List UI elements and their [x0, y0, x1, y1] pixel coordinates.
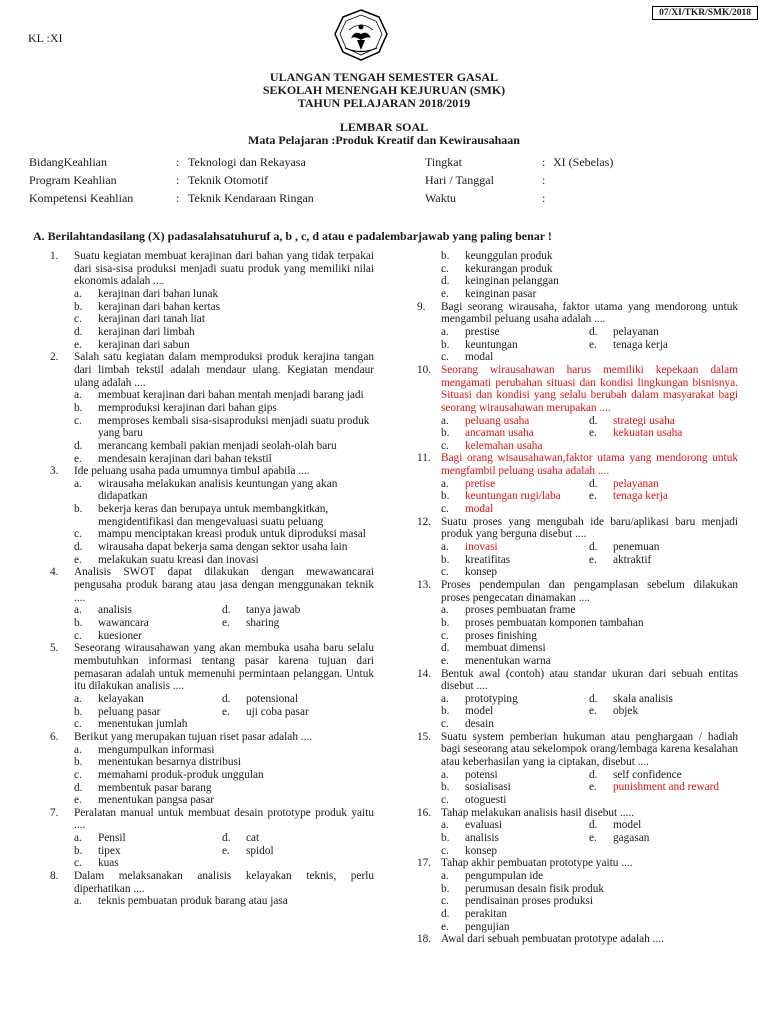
option-d: d. keinginan pelanggan	[441, 275, 559, 288]
option-a: a. pengumpulan ide	[441, 869, 544, 882]
option-b: b. sosialisasi	[441, 781, 511, 794]
question-text: Seorang wirausahawan harus memiliki kepekaan dalam mengamati perubahan situasi dan kondisi lingkungan bisnisnya. Situasi dan kondisi yang selalu berubah dalam masyarakat bagi seorang wirausahawan merupakan ....	[441, 363, 738, 414]
option-b: b. proses pembuatan komponen tambahan	[441, 616, 644, 629]
option-c: c. kelemahan usaha	[441, 439, 543, 452]
question-text: Analisis SWOT dapat dilakukan dengan mewawancarai pengusaha produk barang atau jasa dengan menggunakan teknik ....	[74, 566, 374, 604]
option-c: c. kerajinan dari tanah liat	[74, 313, 205, 326]
info-value: Teknik Kendaraan Ringan	[188, 191, 314, 205]
option-c: c. kuesioner	[74, 629, 142, 642]
option-e: e. tenaga kerja	[589, 490, 668, 503]
option-c: c. memahami produk-produk unggulan	[74, 768, 264, 781]
option-c: c. memproses kembali sisa-sisaproduksi menjadi suatu produk yang baru	[74, 414, 370, 440]
question-15: 15. Suatu system pemberian hukuman atau penghargaan / hadiah bagi seseorang atau sekelompok orang/lembaga karena kesalahan atau keberhasilan yang ia ciptakan, disebut .... a. potensi d. self confidence b. sosialisasi e. punishment and reward c. otoguesti	[417, 731, 738, 807]
option-a: a. kelayakan	[74, 692, 144, 705]
info-label: Program Keahlian	[29, 173, 117, 187]
option-e: e. kekuatan usaha	[589, 427, 683, 440]
question-18: 18. Awal dari sebuah pembuatan prototype adalah ....	[417, 933, 738, 946]
option-b: b. menentukan besarnya distribusi	[74, 756, 242, 769]
question-text: Salah satu kegiatan dalam memproduksi produk kerajina tangan dari limbah tekstil adalah mendaur ulang. Kegiatan mendaur ulang adalah ....	[74, 351, 374, 389]
option-b: b. keuntungan rugi/laba	[441, 490, 561, 503]
info-value: Teknologi dan Rekayasa	[188, 155, 306, 169]
option-b: b. ancaman usaha	[441, 427, 534, 440]
option-b: b. perumusan desain fisik produk	[441, 882, 604, 895]
info-right-colons: : : :	[542, 155, 546, 205]
option-e: e. tenaga kerja	[589, 338, 668, 351]
question-4: 4. Analisis SWOT dapat dilakukan dengan mewawancarai pengusaha produk barang atau jasa dengan menggunakan teknik .... a. analisis d. tanya jawab b. wawancara e. sharing c. kuesioner	[50, 566, 374, 642]
option-a: a. proses pembuatan frame	[441, 604, 576, 617]
info-right-values	[553, 153, 613, 171]
info-label: BidangKeahlian	[29, 155, 107, 169]
option-d: d. tanya jawab	[222, 604, 301, 617]
question-text: Awal dari sebuah pembuatan prototype adalah ....	[441, 933, 664, 946]
question-5: 5. Seseorang wirausahawan yang akan membuka usaha baru selalu membutuhkan informasi tentang pasar karena tujuan dari pemasaran adalah untuk memenuhi permintaan pelanggan. Untuk itu dilakukan analisis .... a. kelayakan d. potensional b. peluang pasar e. uji coba pasar c. menentukan jumlah	[50, 642, 374, 731]
option-a: a. peluang usaha	[441, 414, 530, 427]
tut-wuri-handayani-logo	[331, 8, 391, 62]
info-right-labels	[425, 153, 494, 207]
option-b: b. kreatifitas	[441, 553, 511, 566]
question-9: 9. Bagi seorang wirausaha, faktor utama yang mendorong untuk mengambil peluang usaha adalah .... a. prestise d. pelayanan b. keuntungan e. tenaga kerja c. modal	[417, 301, 738, 364]
option-d: d. strategi usaha	[589, 414, 675, 427]
option-b: b. analisis	[441, 831, 499, 844]
option-a: a. potensi	[441, 768, 498, 781]
question-text: Bentuk awal (contoh) atau standar ukuran dari sebuah entitas disebut ....	[441, 667, 738, 693]
question-8: 8. Dalam melaksanakan analisis kelayakan teknis, perlu diperhatikan .... a. teknis pembuatan produk barang atau jasa	[50, 870, 374, 908]
question-text: Bagi seorang wirausaha, faktor utama yang mendorong untuk mengambil peluang usaha adalah ....	[441, 300, 738, 326]
option-e: e. objek	[589, 705, 639, 718]
option-a: a. membuat kerajinan dari bahan mentah menjadi barang jadi	[74, 389, 364, 402]
question-text: Ide peluang usaha pada umumnya timbul apabila ....	[74, 465, 310, 478]
option-c: c. pendisainan proses produksi	[441, 895, 594, 908]
option-b: b. memproduksi kerajinan dari bahan gips	[74, 401, 277, 414]
option-a: a. teknis pembuatan produk barang atau jasa	[74, 895, 288, 908]
sheet-title: LEMBAR SOAL	[339, 120, 429, 134]
question-text: Proses pendempulan dan pengamplasan sebelum dilakukan proses pengecatan dinamakan ....	[441, 578, 738, 604]
option-a: a. analisis	[74, 604, 132, 617]
option-c: c. kuas	[74, 857, 119, 870]
subject-title: Mata Pelajaran :Produk Kreatif dan Kewirausahaan	[248, 133, 520, 147]
option-a: a. inovasi	[441, 541, 498, 553]
question-text: Dalam melaksanakan analisis kelayakan teknis, perlu diperhatikan ....	[74, 870, 374, 895]
option-e: e. sharing	[222, 617, 280, 630]
info-left-labels	[29, 153, 133, 207]
info-label: Hari / Tanggal	[425, 173, 494, 187]
option-b: b. wawancara	[74, 617, 149, 630]
option-e: e. kerajinan dari sabun	[74, 338, 190, 351]
question-text: Berikut yang merupakan tujuan riset pasar adalah ....	[74, 730, 313, 743]
questions-left-column	[50, 250, 374, 908]
option-e: e. punishment and reward	[589, 781, 720, 794]
option-a: a. kerajinan dari bahan lunak	[74, 287, 219, 300]
question-text: Bagi orang wisausahawan,faktor utama yang mendorong untuk mengfambil peluang usaha adalah ....	[441, 452, 738, 478]
option-d: d. skala analisis	[589, 692, 673, 705]
option-d: d. self confidence	[589, 768, 682, 781]
option-b: b. bekerja keras dan berupaya untuk membangkitkan, mengidentifikasi dan mengevaluasi suatu peluang	[74, 503, 329, 528]
question-text: Suatu proses yang mengubah ide baru/aplikasi baru menjadi produk yang berguna disebut ....	[441, 515, 738, 541]
option-e: e. menentukan warna	[441, 654, 551, 667]
option-a: a. mengumpulkan informasi	[74, 743, 215, 756]
info-left-colons: : : :	[176, 155, 180, 205]
option-b: b. peluang pasar	[74, 705, 161, 718]
exam-title: ULANGAN TENGAH SEMESTER GASAL	[269, 70, 499, 84]
option-c: c. menentukan jumlah	[74, 718, 188, 731]
option-b: b. keunggulan produk	[441, 250, 553, 262]
option-e: e. mendesain kerajinan dari bahan tekstil	[74, 452, 272, 465]
option-b: b. tipex	[74, 844, 121, 857]
option-e: e. gagasan	[589, 831, 650, 844]
option-b: b. keuntungan	[441, 338, 518, 351]
option-e: e. melakukan suatu kreasi dan inovasi	[74, 553, 259, 566]
option-d: d. wirausaha dapat bekerja sama dengan sektor usaha lain	[74, 541, 348, 554]
option-a: a. wirausaha melakukan analisis keuntungan yang akan didapatkan	[74, 477, 338, 503]
question-text: Suatu kegiatan membuat kerajinan dari bahan yang tidak terpakai dari sisa-sisa produksi menjadi suatu produk yang memiliki nilai ekonomis adalah ....	[74, 250, 374, 288]
info-left-values	[188, 153, 314, 207]
option-c: c. modal	[441, 503, 494, 516]
academic-year: TAHUN PELAJARAN 2018/2019	[297, 96, 471, 110]
option-c: c. mampu menciptakan kreasi produk untuk diproduksi masal	[74, 528, 366, 541]
question-1: 1. Suatu kegiatan membuat kerajinan dari bahan yang tidak terpakai dari sisa-sisa produksi menjadi suatu produk yang memiliki nilai ekonomis adalah .... a. kerajinan dari bahan lunak b. kerajinan dari bahan kertas c. kerajinan dari tanah liat d. kerajinan dari limbah e. kerajinan dari sabun	[50, 250, 374, 351]
option-c: c. otoguesti	[441, 794, 507, 807]
questions-right-column	[417, 250, 738, 946]
section-a-instruction: A. Berilahtandasilang (X) padasalahsatuhuruf a, b , c, d atau e padalembarjawab yang paling benar !	[33, 229, 552, 243]
option-e: e. keinginan pasar	[441, 287, 537, 300]
option-a: a. prestise	[441, 325, 500, 338]
info-label: Kompetensi Keahlian	[29, 191, 134, 205]
info-label: Tingkat	[425, 155, 462, 169]
option-b: b. model	[441, 705, 494, 718]
option-c: c. kekurangan produk	[441, 262, 553, 275]
option-e: e. uji coba pasar	[222, 705, 309, 718]
option-b: b. kerajinan dari bahan kertas	[74, 300, 221, 313]
question-6: 6. Berikut yang merupakan tujuan riset pasar adalah .... a. mengumpulkan informasi b. menentukan besarnya distribusi c. memahami produk-produk unggulan d. membentuk pasar barang e. menentukan pangsa pasar	[50, 731, 374, 807]
option-c: c. desain	[441, 718, 494, 731]
option-d: d. pelayanan	[589, 325, 659, 338]
option-a: a. prototyping	[441, 692, 518, 705]
question-12: 12. Suatu proses yang mengubah ide baru/aplikasi baru menjadi produk yang berguna disebut .... a. inovasi d. penemuan b. kreatifitas e. aktraktif c. konsep	[417, 516, 738, 579]
question-14: 14. Bentuk awal (contoh) atau standar ukuran dari sebuah entitas disebut .... a. prototyping d. skala analisis b. model e. objek c. desain	[417, 668, 738, 731]
option-d: d. perakitan	[441, 907, 508, 920]
option-e: e. spidol	[222, 844, 274, 857]
option-d: d. cat	[222, 832, 260, 845]
info-value: XI (Sebelas)	[553, 155, 614, 169]
question-3: 3. Ide peluang usaha pada umumnya timbul apabila .... a. wirausaha melakukan analisis keuntungan yang akan didapatkan b. bekerja keras dan berupaya untuk membangkitkan, mengidentifikasi dan mengevaluasi suatu peluang c. mampu menciptakan kreasi produk untuk diproduksi masal d. wirausaha dapat bekerja sama dengan sektor usaha lain e. melakukan suatu kreasi dan inovasi	[50, 465, 374, 566]
question-17: 17. Tahap akhir pembuatan prototype yaitu .... a. pengumpulan ide b. perumusan desain fisik produk c. pendisainan proses produksi d. perakitan e. pengujian	[417, 857, 738, 933]
question-text: Tahap akhir pembuatan prototype yaitu ....	[441, 857, 633, 870]
school-title: SEKOLAH MENENGAH KEJURUAN (SMK)	[262, 83, 506, 97]
option-e: e. menentukan pangsa pasar	[74, 794, 215, 807]
option-e: e. aktraktif	[589, 553, 652, 566]
question-11: 11. Bagi orang wisausahawan,faktor utama yang mendorong untuk mengfambil peluang usaha adalah .... a. pretise d. pelayanan b. keuntungan rugi/laba e. tenaga kerja c. modal	[417, 452, 738, 515]
question-text: Peralatan manual untuk membuat desain prototype produk yaitu ....	[74, 806, 374, 832]
question-2: 2. Salah satu kegiatan dalam memproduksi produk kerajina tangan dari limbah tekstil adalah mendaur ulang. Kegiatan mendaur ulang adalah .... a. membuat kerajinan dari bahan mentah menjadi barang jadi b. memproduksi kerajinan dari bahan gips c. memproses kembali sisa-sisaproduksi menjadi suatu produk yang baru d. merancang kembali pakian menjadi seolah-olah baru e. mendesain kerajinan dari bahan tekstil	[50, 351, 374, 465]
option-d: d. merancang kembali pakian menjadi seolah-olah baru	[74, 439, 337, 452]
question-13: 13. Proses pendempulan dan pengamplasan sebelum dilakukan proses pengecatan dinamakan .... a. proses pembuatan frame b. proses pembuatan komponen tambahan c. proses finishing d. membuat dimensi e. menentukan warna	[417, 578, 738, 667]
option-a: a. Pensil	[74, 832, 126, 845]
option-d: d. model	[589, 819, 642, 832]
option-c: c. proses finishing	[441, 629, 537, 642]
option-c: c. konsep	[441, 844, 498, 857]
option-a: a. evaluasi	[441, 819, 503, 832]
option-a: a. pretise	[441, 477, 496, 490]
question-7: 7. Peralatan manual untuk membuat desain prototype produk yaitu .... a. Pensil d. cat b. tipex e. spidol c. kuas	[50, 807, 374, 870]
class-label: KL :XI	[28, 31, 63, 45]
question-8-continued	[417, 250, 738, 301]
option-d: d. potensional	[222, 692, 299, 705]
option-d: d. membentuk pasar barang	[74, 781, 212, 794]
question-16: 16. Tahap melakukan analisis hasil disebut ..... a. evaluasi d. model b. analisis e. gagasan c. konsep	[417, 807, 738, 858]
document-code: 07/XI/TKR/SMK/2018	[652, 6, 758, 20]
info-label: Waktu	[425, 191, 457, 205]
option-d: d. penemuan	[589, 541, 660, 553]
question-text: Tahap melakukan analisis hasil disebut .....	[441, 806, 635, 819]
option-d: d. pelayanan	[589, 477, 659, 490]
option-d: d. membuat dimensi	[441, 642, 546, 655]
option-c: c. modal	[441, 351, 494, 364]
option-e: e. pengujian	[441, 920, 510, 933]
option-d: d. kerajinan dari limbah	[74, 325, 195, 338]
question-text: Suatu system pemberian hukuman atau penghargaan / hadiah bagi seseorang atau sekelompok orang/lembaga karena kesalahan atau keberhasilan yang ia ciptakan, disebut ....	[441, 730, 738, 769]
option-c: c. konsep	[441, 566, 498, 579]
question-10: 10. Seorang wirausahawan harus memiliki kepekaan dalam mengamati perubahan situasi dan kondisi lingkungan bisnisnya. Situasi dan kondisi yang selalu berubah dalam masyarakat bagi seorang wirausahawan merupakan .... a. peluang usaha d. strategi usaha b. ancaman usaha e. kekuatan usaha c. kelemahan usaha	[417, 364, 738, 453]
info-value: Teknik Otomotif	[188, 173, 269, 187]
question-text: Seseorang wirausahawan yang akan membuka usaha baru selalu membutuhkan informasi tentang pasar karena tujuan dari pemasaran adalah untuk memenuhi permintaan pelanggan. Untuk itu dilakukan analisis ....	[74, 642, 374, 693]
